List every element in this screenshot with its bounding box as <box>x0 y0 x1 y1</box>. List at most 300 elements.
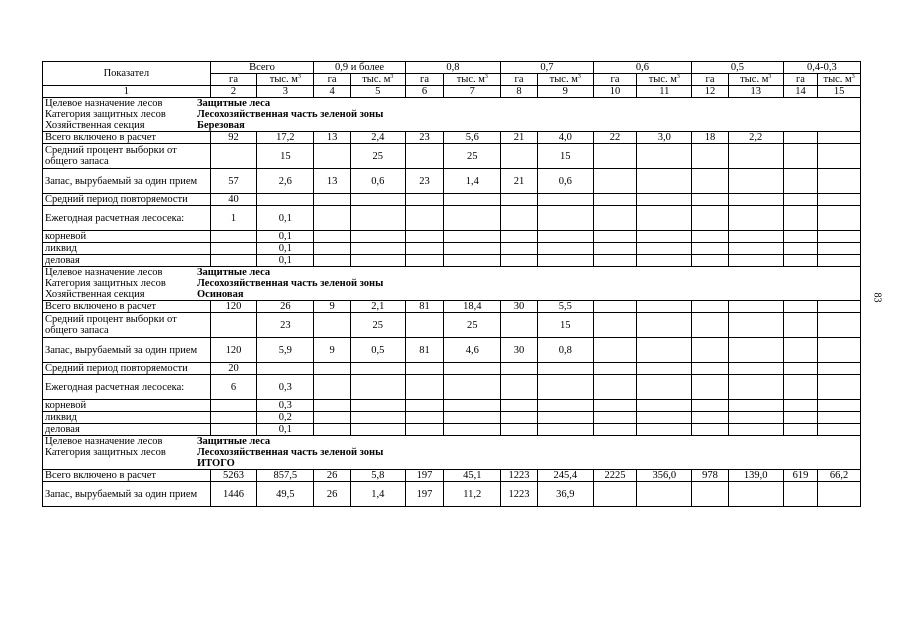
table-cell <box>783 363 818 375</box>
row-label: корневой <box>43 231 211 243</box>
unit-volume <box>257 74 314 86</box>
unit-volume-text: тыс. м <box>362 74 391 85</box>
table-cell <box>210 412 257 424</box>
table-cell <box>593 243 637 255</box>
section-info-line <box>43 120 861 132</box>
table-cell: 1,4 <box>444 169 501 194</box>
table-cell <box>314 255 351 267</box>
table-cell: 23 <box>405 132 444 144</box>
table-row <box>43 169 861 194</box>
table-cell <box>350 243 405 255</box>
unit-volume-sup: 3 <box>768 74 772 80</box>
table-cell <box>783 482 818 507</box>
table-cell <box>818 482 861 507</box>
table-cell: 25 <box>350 144 405 169</box>
header-group: 0,6 <box>593 62 692 74</box>
unit-ha: га <box>210 74 257 86</box>
unit-volume <box>728 74 783 86</box>
table-cell <box>501 424 538 436</box>
table-cell: 0,6 <box>350 169 405 194</box>
table-cell <box>350 206 405 231</box>
table-cell <box>728 231 783 243</box>
table-cell <box>692 482 729 507</box>
column-number: 1 <box>43 86 211 98</box>
header-group: 0,9 и более <box>314 62 405 74</box>
table-cell <box>537 424 593 436</box>
section-info-label: Хозяйственная секция <box>45 120 145 131</box>
table-cell <box>444 412 501 424</box>
table-cell <box>593 412 637 424</box>
table-cell <box>692 400 729 412</box>
table-row <box>43 363 861 375</box>
table-cell <box>692 206 729 231</box>
section-info-value: Лесохозяйственная часть зеленой зоны <box>197 109 384 120</box>
table-cell: 5,6 <box>444 132 501 144</box>
column-number: 9 <box>537 86 593 98</box>
table-cell <box>818 144 861 169</box>
table-cell <box>444 363 501 375</box>
section-info-label: Категория защитных лесов <box>45 447 166 458</box>
table-cell <box>818 400 861 412</box>
table-cell: 25 <box>444 144 501 169</box>
section-info-label: Хозяйственная секция <box>45 289 145 300</box>
table-cell <box>818 424 861 436</box>
table-cell <box>728 424 783 436</box>
table-cell <box>818 206 861 231</box>
section-info-line <box>43 289 861 301</box>
table-cell <box>818 132 861 144</box>
table-cell <box>692 144 729 169</box>
table-cell: 66,2 <box>818 470 861 482</box>
table-cell <box>818 243 861 255</box>
table-cell: 4,6 <box>444 338 501 363</box>
table-cell <box>405 255 444 267</box>
table-cell <box>818 412 861 424</box>
table-cell <box>783 313 818 338</box>
table-cell <box>593 482 637 507</box>
unit-ha: га <box>501 74 538 86</box>
table-cell <box>350 424 405 436</box>
table-cell: 18 <box>692 132 729 144</box>
row-label: Запас, вырубаемый за один прием <box>43 482 211 507</box>
section-info-line <box>43 447 861 458</box>
table-cell: 15 <box>257 144 314 169</box>
table-cell <box>637 375 692 400</box>
table-cell <box>637 243 692 255</box>
table-cell <box>350 375 405 400</box>
unit-volume-text: тыс. м <box>456 74 485 85</box>
unit-ha: га <box>314 74 351 86</box>
table-row <box>43 412 861 424</box>
table-cell <box>501 412 538 424</box>
table-cell <box>314 424 351 436</box>
table-cell: 5263 <box>210 470 257 482</box>
row-label: Всего включено в расчет <box>43 470 211 482</box>
table-cell <box>593 313 637 338</box>
table-cell <box>783 194 818 206</box>
section-info-value: Осиновая <box>197 289 244 300</box>
table-cell: 0,6 <box>537 169 593 194</box>
table-cell: 17,2 <box>257 132 314 144</box>
table-cell <box>314 363 351 375</box>
unit-volume-sup: 3 <box>484 74 488 80</box>
table-cell <box>783 400 818 412</box>
table-cell: 0,1 <box>257 231 314 243</box>
table-cell <box>728 482 783 507</box>
table-cell: 26 <box>314 482 351 507</box>
table-cell <box>210 144 257 169</box>
section-info-line <box>43 436 861 448</box>
table-cell <box>637 194 692 206</box>
table-cell: 0,1 <box>257 206 314 231</box>
table-cell: 9 <box>314 301 351 313</box>
table-cell: 26 <box>257 301 314 313</box>
table-row <box>43 482 861 507</box>
table-cell <box>728 301 783 313</box>
table-cell: 13 <box>314 169 351 194</box>
unit-volume-sup: 3 <box>297 74 301 80</box>
table-cell <box>637 144 692 169</box>
table-cell <box>537 194 593 206</box>
table-cell: 81 <box>405 301 444 313</box>
table-cell <box>692 313 729 338</box>
table-cell <box>783 132 818 144</box>
table-cell <box>818 301 861 313</box>
table-cell: 6 <box>210 375 257 400</box>
table-cell <box>783 375 818 400</box>
table-cell: 0,5 <box>350 338 405 363</box>
table-cell: 2225 <box>593 470 637 482</box>
table-cell <box>210 231 257 243</box>
table-cell: 2,4 <box>350 132 405 144</box>
table-cell <box>444 206 501 231</box>
table-cell: 30 <box>501 338 538 363</box>
column-number: 10 <box>593 86 637 98</box>
table-cell <box>405 144 444 169</box>
table-row <box>43 313 861 338</box>
table-cell: 26 <box>314 470 351 482</box>
table-cell: 11,2 <box>444 482 501 507</box>
table-cell <box>405 206 444 231</box>
table-cell <box>314 412 351 424</box>
table-cell: 1223 <box>501 470 538 482</box>
header-group: 0,8 <box>405 62 501 74</box>
section-info-line <box>43 267 861 279</box>
unit-volume-sup: 3 <box>577 74 581 80</box>
table-cell: 0,3 <box>257 375 314 400</box>
table-cell: 13 <box>314 132 351 144</box>
table-cell <box>783 424 818 436</box>
section-info-value: Лесохозяйственная часть зеленой зоны <box>197 447 384 458</box>
table-cell: 22 <box>593 132 637 144</box>
table-cell <box>405 194 444 206</box>
unit-volume-text: тыс. м <box>648 74 677 85</box>
table-cell <box>728 144 783 169</box>
table-cell: 0,8 <box>537 338 593 363</box>
table-cell <box>314 231 351 243</box>
table-cell <box>593 338 637 363</box>
table-cell <box>692 194 729 206</box>
table-cell <box>405 313 444 338</box>
table-cell <box>501 363 538 375</box>
section-info-value: Лесохозяйственная часть зеленой зоны <box>197 278 384 289</box>
row-label: Средний период повторяемости <box>43 194 211 206</box>
table-cell <box>501 313 538 338</box>
table-cell <box>593 424 637 436</box>
unit-volume-text: тыс. м <box>549 74 578 85</box>
table-cell <box>314 144 351 169</box>
table-cell <box>593 375 637 400</box>
table-cell <box>537 206 593 231</box>
column-number: 11 <box>637 86 692 98</box>
table-cell <box>728 243 783 255</box>
table-cell <box>314 194 351 206</box>
table-cell <box>637 313 692 338</box>
table-cell <box>728 375 783 400</box>
section-info-label: Целевое назначение лесов <box>45 98 163 109</box>
unit-volume <box>350 74 405 86</box>
table-cell <box>257 363 314 375</box>
table-cell <box>637 363 692 375</box>
table-cell: 15 <box>537 313 593 338</box>
header-group: 0,5 <box>692 62 783 74</box>
table-cell: 619 <box>783 470 818 482</box>
table-cell: 197 <box>405 470 444 482</box>
table-cell: 25 <box>444 313 501 338</box>
table-cell <box>314 243 351 255</box>
header-group: 0,7 <box>501 62 593 74</box>
table-cell <box>314 313 351 338</box>
header-group: Всего <box>210 62 314 74</box>
table-cell <box>593 169 637 194</box>
table-cell <box>783 144 818 169</box>
row-label: Всего включено в расчет <box>43 132 211 144</box>
unit-volume-text: тыс. м <box>740 74 769 85</box>
table-cell <box>593 301 637 313</box>
table-cell <box>405 424 444 436</box>
unit-ha: га <box>783 74 818 86</box>
table-row <box>43 400 861 412</box>
table-cell <box>593 206 637 231</box>
table-cell <box>692 243 729 255</box>
table-cell <box>537 412 593 424</box>
unit-ha: га <box>405 74 444 86</box>
table-row <box>43 194 861 206</box>
table-cell: 978 <box>692 470 729 482</box>
page-number: 83 <box>871 292 883 303</box>
table-cell <box>405 363 444 375</box>
table-cell <box>210 424 257 436</box>
table-cell <box>314 375 351 400</box>
table-cell <box>783 243 818 255</box>
table-cell <box>350 363 405 375</box>
column-number: 14 <box>783 86 818 98</box>
table-cell <box>637 206 692 231</box>
header-indicator: Показател <box>43 62 211 86</box>
row-label: ликвид <box>43 412 211 424</box>
table-row <box>43 375 861 400</box>
table-cell <box>728 338 783 363</box>
table-cell <box>783 338 818 363</box>
table-cell <box>637 424 692 436</box>
table-cell: 20 <box>210 363 257 375</box>
table-cell: 23 <box>405 169 444 194</box>
table-cell <box>637 482 692 507</box>
unit-ha: га <box>692 74 729 86</box>
table-cell: 857,5 <box>257 470 314 482</box>
table-cell: 0,2 <box>257 412 314 424</box>
table-row <box>43 132 861 144</box>
table-cell: 21 <box>501 132 538 144</box>
table-cell <box>210 400 257 412</box>
column-number: 3 <box>257 86 314 98</box>
table-cell <box>692 412 729 424</box>
table-cell <box>783 169 818 194</box>
row-label: Средний процент выборки от общего запаса <box>43 144 211 169</box>
column-number: 12 <box>692 86 729 98</box>
row-label: Запас, вырубаемый за один прием <box>43 169 211 194</box>
table-cell <box>444 243 501 255</box>
table-cell <box>728 400 783 412</box>
table-cell <box>444 424 501 436</box>
section-info-label: Целевое назначение лесов <box>45 436 163 447</box>
table-cell <box>637 255 692 267</box>
row-label: Запас, вырубаемый за один прием <box>43 338 211 363</box>
table-cell <box>314 400 351 412</box>
table-cell <box>692 231 729 243</box>
forest-yield-table <box>42 61 861 507</box>
table-cell <box>593 255 637 267</box>
table-cell <box>405 375 444 400</box>
table-cell: 25 <box>350 313 405 338</box>
table-cell <box>818 194 861 206</box>
table-cell <box>692 255 729 267</box>
row-label: корневой <box>43 400 211 412</box>
table-cell <box>501 144 538 169</box>
table-cell <box>728 169 783 194</box>
table-cell: 36,9 <box>537 482 593 507</box>
table-cell: 5,9 <box>257 338 314 363</box>
table-cell <box>501 231 538 243</box>
table-cell <box>350 412 405 424</box>
table-cell <box>818 375 861 400</box>
table-cell: 23 <box>257 313 314 338</box>
table-cell <box>728 206 783 231</box>
table-cell <box>818 313 861 338</box>
unit-volume-text: тыс. м <box>269 74 298 85</box>
table-row <box>43 255 861 267</box>
column-number: 13 <box>728 86 783 98</box>
table-cell <box>501 206 538 231</box>
table-cell <box>637 169 692 194</box>
table-cell <box>692 169 729 194</box>
table-cell <box>692 375 729 400</box>
column-number: 7 <box>444 86 501 98</box>
table-cell <box>692 363 729 375</box>
table-cell <box>593 231 637 243</box>
table-cell: 2,2 <box>728 132 783 144</box>
unit-volume-sup: 3 <box>676 74 680 80</box>
table-cell: 197 <box>405 482 444 507</box>
table-cell <box>537 363 593 375</box>
table-cell <box>818 169 861 194</box>
section-info-value: Защитные леса <box>197 267 271 278</box>
table-row <box>43 338 861 363</box>
table-cell <box>728 255 783 267</box>
table-cell <box>637 412 692 424</box>
column-number: 8 <box>501 86 538 98</box>
table-cell <box>783 412 818 424</box>
table-cell <box>350 231 405 243</box>
table-cell <box>444 375 501 400</box>
table-row <box>43 206 861 231</box>
table-cell <box>692 301 729 313</box>
column-number: 6 <box>405 86 444 98</box>
table-cell: 45,1 <box>444 470 501 482</box>
table-cell <box>728 313 783 338</box>
table-cell: 356,0 <box>637 470 692 482</box>
table-cell <box>537 375 593 400</box>
unit-volume-sup: 3 <box>851 74 855 80</box>
table-row <box>43 424 861 436</box>
table-cell <box>637 338 692 363</box>
table-row <box>43 144 861 169</box>
row-label: Всего включено в расчет <box>43 301 211 313</box>
table-cell: 49,5 <box>257 482 314 507</box>
table-row <box>43 231 861 243</box>
table-cell <box>818 231 861 243</box>
table-cell <box>444 255 501 267</box>
section-info-label: Категория защитных лесов <box>45 109 166 120</box>
table-cell <box>501 375 538 400</box>
table-cell <box>537 255 593 267</box>
table-cell: 57 <box>210 169 257 194</box>
column-number: 5 <box>350 86 405 98</box>
table-cell: 5,8 <box>350 470 405 482</box>
table-cell <box>783 231 818 243</box>
table-cell <box>350 255 405 267</box>
table-cell <box>405 412 444 424</box>
table-cell <box>444 194 501 206</box>
table-cell <box>350 400 405 412</box>
table-cell: 81 <box>405 338 444 363</box>
row-label: Ежегодная расчетная лесосека: <box>43 206 211 231</box>
table-cell: 120 <box>210 301 257 313</box>
table-cell <box>783 206 818 231</box>
table-cell: 5,5 <box>537 301 593 313</box>
table-cell <box>405 243 444 255</box>
section-info-line <box>43 98 861 110</box>
table-cell: 1,4 <box>350 482 405 507</box>
table-cell: 18,4 <box>444 301 501 313</box>
table-cell: 0,3 <box>257 400 314 412</box>
table-cell: 92 <box>210 132 257 144</box>
table-cell: 21 <box>501 169 538 194</box>
table-cell: 1 <box>210 206 257 231</box>
table-cell <box>405 231 444 243</box>
table-cell <box>692 338 729 363</box>
section-info-value: Защитные леса <box>197 436 271 447</box>
row-label: Средний период повторяемости <box>43 363 211 375</box>
table-cell <box>501 243 538 255</box>
table-cell: 4,0 <box>537 132 593 144</box>
unit-volume-sup: 3 <box>390 74 394 80</box>
table-cell: 2,6 <box>257 169 314 194</box>
table-cell: 40 <box>210 194 257 206</box>
table-cell <box>637 231 692 243</box>
table-cell: 139,0 <box>728 470 783 482</box>
table-cell: 245,4 <box>537 470 593 482</box>
